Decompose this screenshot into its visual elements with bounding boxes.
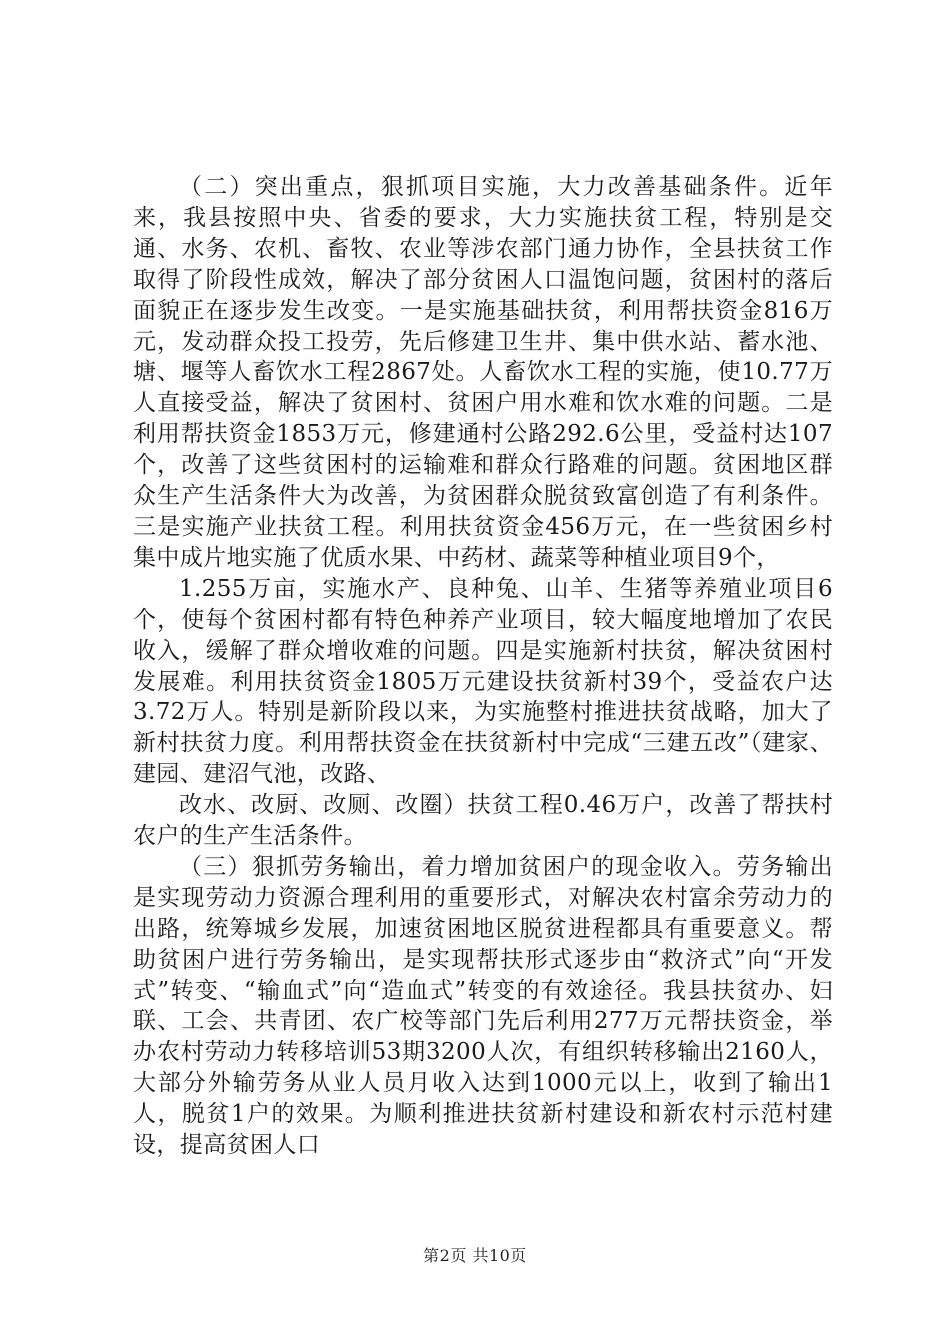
paragraph-section-3: （三）狠抓劳务输出，着力增加贫困户的现金收入。劳务输出是实现劳动力资源合理利用的重要形式，对解决农村富余劳动力的出路，统筹城乡发展，加速贫困地区脱贫进程都具有重要意义。帮助贫困户进行劳务输出，是实现帮扶形式逐步由“救济式”向“开发式”转变、“输血式”向“造血式”转变的有效途径。我县扶贫办、妇联、工会、共青团、农广校等部门先后利用277万元帮扶资金，举办农村劳动力转移培训53期3200人次，有组织转移输出2160人，大部分外输劳务从业人员月收入达到1000元以上，收到了输出1人，脱贫1户的效果。为顺利推进扶贫新村建设和新农村示范村建设，提高贫困人口 [133,853,833,1159]
paragraph-continuation-1: 1.255万亩，实施水产、良种兔、山羊、生猪等养殖业项目6个，使每个贫困村都有特色种养产业项目，较大幅度地增加了农民收入，缓解了群众增收难的问题。四是实施新村扶贫，解决贫困村发展难。利用扶贫资金1805万元建设扶贫新村39个，受益农户达3.72万人。特别是新阶段以来，为实施整村推进扶贫战略，加大了新村扶贫力度。利用帮扶资金在扶贫新村中完成“三建五改”（建家、建园、建沼气池，改路、 [133,575,833,788]
document-body [133,172,833,1161]
paragraph-section-2: （二）突出重点，狠抓项目实施，大力改善基础条件。近年来，我县按照中央、省委的要求，大力实施扶贫工程，特别是交通、水务、农机、畜牧、农业等涉农部门通力协作，全县扶贫工作取得了阶段性成效，解决了部分贫困人口温饱问题，贫困村的落后面貌正在逐步发生改变。一是实施基础扶贫，利用帮扶资金816万元，发动群众投工投劳，先后修建卫生井、集中供水站、蓄水池、塘、堰等人畜饮水工程2867处。人畜饮水工程的实施，使10.77万人直接受益，解决了贫困村、贫困户用水难和饮水难的问题。二是利用帮扶资金1853万元，修建通村公路292.6公里，受益村达107个，改善了这些贫困村的运输难和群众行路难的问题。贫困地区群众生产生活条件大为改善，为贫困群众脱贫致富创造了有利条件。三是实施产业扶贫工程。利用扶贫资金456万元，在一些贫困乡村集中成片地实施了优质水果、中药材、蔬菜等种植业项目9个， [133,174,833,571]
page-number-footer: 第2页 共10页 [423,1246,527,1265]
paragraph-continuation-2: 改水、改厨、改厕、改圈）扶贫工程0.46万户，改善了帮扶村农户的生产生活条件。 [133,792,833,850]
